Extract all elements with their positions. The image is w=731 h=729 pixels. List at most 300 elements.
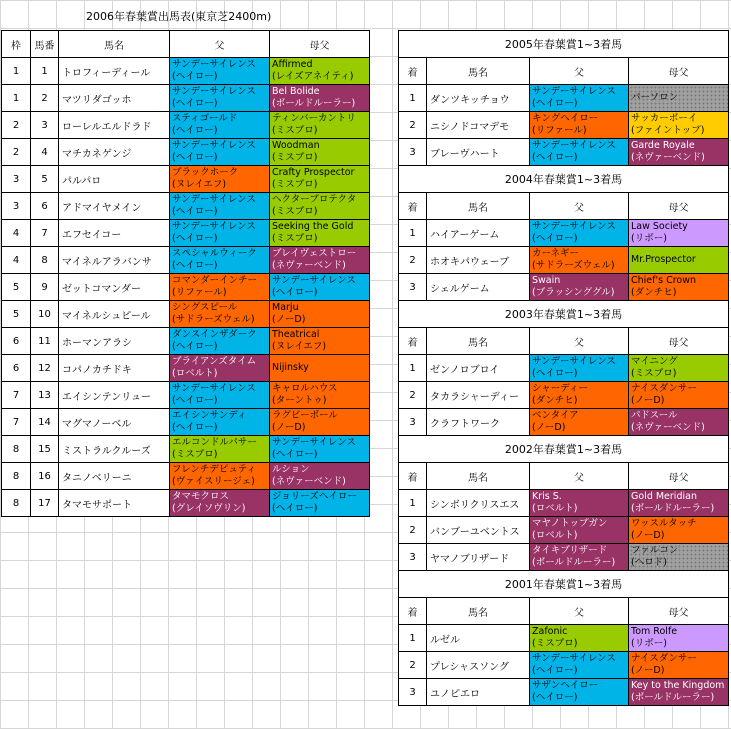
sire-cell-line2: (ヘイロー) bbox=[172, 206, 218, 217]
broodmare-sire-cell-line1: Crafty Prospector bbox=[272, 167, 355, 178]
result-header-cell: 母父 bbox=[629, 328, 729, 355]
broodmare-sire-cell-line1: ワッスルタッチ bbox=[631, 518, 697, 529]
sire-cell-line2: (ボールドルーラー) bbox=[532, 557, 616, 568]
sire-cell-line1: シングスピール bbox=[172, 302, 238, 313]
horse-name: パルパロ bbox=[59, 166, 170, 193]
result-row bbox=[399, 274, 729, 301]
horse-name: ブレーヴハート bbox=[427, 139, 530, 166]
horse-number: 12 bbox=[31, 355, 59, 382]
result-row bbox=[399, 544, 729, 571]
broodmare-sire-cell-line1: サンデーサイレンス bbox=[272, 275, 356, 286]
broodmare-sire-cell-line1: Nijinsky bbox=[272, 362, 309, 373]
broodmare-sire-cell bbox=[270, 247, 370, 274]
sire-cell-line2: (ヘイロー) bbox=[532, 368, 578, 379]
sire-cell-line1: サンデーサイレンス bbox=[172, 194, 256, 205]
sire-cell-line1: シャーディー bbox=[532, 383, 589, 394]
broodmare-sire-cell bbox=[629, 247, 729, 274]
sire-cell-line1: Swain bbox=[532, 275, 561, 286]
waku-number: 1 bbox=[2, 85, 31, 112]
horse-number: 5 bbox=[31, 166, 59, 193]
horse-number: 7 bbox=[31, 220, 59, 247]
sire-cell bbox=[170, 112, 270, 139]
waku-number: 4 bbox=[2, 247, 31, 274]
sire-cell-line1: サンデーサイレンス bbox=[532, 86, 616, 97]
broodmare-sire-cell-line2: (ミスプロ) bbox=[272, 233, 318, 244]
broodmare-sire-cell-line1: Seeking the Gold bbox=[272, 221, 354, 232]
broodmare-sire-cell bbox=[270, 328, 370, 355]
waku-number: 2 bbox=[2, 112, 31, 139]
horse-name: ゼンノロブロイ bbox=[427, 355, 530, 382]
sire-cell-line1: エルコンドルパサー bbox=[172, 437, 257, 448]
horse-name: アドマイヤメイン bbox=[59, 193, 170, 220]
broodmare-sire-cell bbox=[270, 274, 370, 301]
sire-cell-line1: サンデーサイレンス bbox=[532, 221, 616, 232]
sire-cell bbox=[530, 112, 629, 139]
result-row bbox=[399, 355, 729, 382]
broodmare-sire-cell-line1: サッカーボーイ bbox=[631, 113, 698, 124]
broodmare-sire-cell-line1: Garde Royale bbox=[631, 140, 695, 151]
broodmare-sire-cell bbox=[270, 355, 370, 382]
waku-number: 6 bbox=[2, 355, 31, 382]
entry-row bbox=[2, 220, 370, 247]
result-header-cell: 着 bbox=[399, 58, 427, 85]
sire-cell bbox=[170, 139, 270, 166]
horse-number: 3 bbox=[31, 112, 59, 139]
result-header-row bbox=[399, 463, 729, 490]
broodmare-sire-cell bbox=[629, 652, 729, 679]
result-section-title-row bbox=[399, 31, 729, 58]
sire-cell bbox=[170, 490, 270, 517]
horse-name: ホーマンアラシ bbox=[59, 328, 170, 355]
sire-cell bbox=[530, 625, 629, 652]
sire-cell bbox=[170, 193, 270, 220]
entry-row bbox=[2, 409, 370, 436]
horse-number: 14 bbox=[31, 409, 59, 436]
sire-cell-line2: (リファール) bbox=[172, 287, 227, 298]
broodmare-sire-cell-line2: (ヘイロー) bbox=[272, 449, 318, 460]
waku-number: 7 bbox=[2, 382, 31, 409]
sire-cell bbox=[530, 517, 629, 544]
broodmare-sire-cell-line1: Marju bbox=[272, 302, 299, 313]
sire-cell-line1: キングヘイロー bbox=[532, 113, 599, 124]
result-header-cell: 父 bbox=[530, 328, 629, 355]
horse-name: コパノカチドキ bbox=[59, 355, 170, 382]
broodmare-sire-cell-line2: (ミスプロ) bbox=[272, 179, 318, 190]
sire-cell bbox=[170, 58, 270, 85]
horse-name: タマモサポート bbox=[59, 490, 170, 517]
result-header-cell: 着 bbox=[399, 463, 427, 490]
result-header-cell: 馬名 bbox=[427, 598, 530, 625]
horse-number: 17 bbox=[31, 490, 59, 517]
sire-cell bbox=[170, 85, 270, 112]
horse-name: プレシャスソング bbox=[427, 652, 530, 679]
broodmare-sire-cell-line2: (ネヴァーベンド) bbox=[272, 260, 346, 271]
waku-number: 8 bbox=[2, 490, 31, 517]
broodmare-sire-cell bbox=[270, 112, 370, 139]
finish-rank: 3 bbox=[399, 679, 427, 706]
broodmare-sire-cell-line2: (ヘロド) bbox=[631, 557, 667, 568]
sire-cell-line2: (ヘイロー) bbox=[532, 665, 578, 676]
result-header-cell: 母父 bbox=[629, 463, 729, 490]
finish-rank: 3 bbox=[399, 274, 427, 301]
broodmare-sire-cell-line1: ジョリーズヘイロー bbox=[272, 491, 357, 502]
sire-cell bbox=[170, 328, 270, 355]
broodmare-sire-cell-line2: (ミスプロ) bbox=[272, 152, 318, 163]
sire-cell-line2: (ヘイロー) bbox=[172, 395, 218, 406]
sire-cell-line1: エイシンサンディ bbox=[172, 410, 247, 421]
result-header-cell: 着 bbox=[399, 598, 427, 625]
broodmare-sire-cell bbox=[270, 409, 370, 436]
sire-cell-line1: ベンタイア bbox=[532, 410, 579, 421]
broodmare-sire-cell-line2: (ヘイロー) bbox=[272, 503, 318, 514]
sire-cell-line2: (ヘイロー) bbox=[172, 422, 218, 433]
finish-rank: 1 bbox=[399, 625, 427, 652]
waku-number: 1 bbox=[2, 58, 31, 85]
broodmare-sire-cell-line1: ナイスダンサー bbox=[631, 653, 697, 664]
sire-cell-line2: (ヌレイエフ) bbox=[172, 179, 227, 190]
sire-cell-line1: タマモクロス bbox=[172, 491, 230, 502]
broodmare-sire-cell-line1: パドスール bbox=[631, 410, 678, 421]
broodmare-sire-cell bbox=[629, 625, 729, 652]
waku-number: 5 bbox=[2, 274, 31, 301]
broodmare-sire-cell-line2: (ミスプロ) bbox=[631, 368, 677, 379]
broodmare-sire-cell-line1: Bel Bolide bbox=[272, 86, 320, 97]
result-header-cell: 母父 bbox=[629, 58, 729, 85]
result-section-title: 2003年春葉賞1~3着馬 bbox=[399, 301, 729, 328]
horse-number: 10 bbox=[31, 301, 59, 328]
result-header-cell: 父 bbox=[530, 58, 629, 85]
horse-name: タニノベリーニ bbox=[59, 463, 170, 490]
broodmare-sire-cell bbox=[270, 85, 370, 112]
broodmare-sire-cell-line1: Theatrical bbox=[272, 329, 320, 340]
result-row bbox=[399, 112, 729, 139]
horse-name: マグマノーベル bbox=[59, 409, 170, 436]
waku-number: 4 bbox=[2, 220, 31, 247]
sire-cell-line1: サンデーサイレンス bbox=[532, 140, 616, 151]
result-row bbox=[399, 490, 729, 517]
waku-number: 8 bbox=[2, 436, 31, 463]
horse-name: マツリダゴッホ bbox=[59, 85, 170, 112]
sire-cell bbox=[530, 355, 629, 382]
broodmare-sire-cell-line2: (ヌレイエフ) bbox=[272, 341, 327, 352]
horse-number: 9 bbox=[31, 274, 59, 301]
sire-cell-line1: ブラックホーク bbox=[172, 167, 239, 178]
entry-row bbox=[2, 436, 370, 463]
result-row bbox=[399, 517, 729, 544]
finish-rank: 2 bbox=[399, 247, 427, 274]
finish-rank: 1 bbox=[399, 220, 427, 247]
sire-cell-line2: (グレイソヴリン) bbox=[172, 503, 246, 514]
broodmare-sire-cell bbox=[629, 274, 729, 301]
broodmare-sire-cell-line2: (ターントゥ) bbox=[272, 395, 327, 406]
entry-header-row bbox=[2, 31, 370, 58]
broodmare-sire-cell-line1: Affirmed bbox=[272, 59, 313, 70]
broodmare-sire-cell-line2: (ネヴァーベンド) bbox=[631, 422, 705, 433]
horse-name: ユノピエロ bbox=[427, 679, 530, 706]
result-header-row bbox=[399, 58, 729, 85]
entry-row bbox=[2, 382, 370, 409]
result-row bbox=[399, 652, 729, 679]
sire-cell-line2: (ミスプロ) bbox=[532, 638, 578, 649]
result-header-cell: 着 bbox=[399, 328, 427, 355]
entry-row bbox=[2, 112, 370, 139]
horse-name: エフセイコー bbox=[59, 220, 170, 247]
sire-cell-line1: タイキブリザード bbox=[532, 545, 608, 556]
result-section-title: 2004年春葉賞1~3着馬 bbox=[399, 166, 729, 193]
broodmare-sire-cell bbox=[270, 490, 370, 517]
sire-cell bbox=[530, 247, 629, 274]
sire-cell-line1: Kris S. bbox=[532, 491, 562, 502]
result-header-cell: 着 bbox=[399, 193, 427, 220]
broodmare-sire-cell bbox=[270, 463, 370, 490]
finish-rank: 3 bbox=[399, 139, 427, 166]
finish-rank: 1 bbox=[399, 85, 427, 112]
result-header-cell: 父 bbox=[530, 463, 629, 490]
sire-cell bbox=[530, 274, 629, 301]
entry-row bbox=[2, 166, 370, 193]
broodmare-sire-cell bbox=[629, 139, 729, 166]
sire-cell-line2: (リファール) bbox=[532, 125, 587, 136]
horse-number: 2 bbox=[31, 85, 59, 112]
broodmare-sire-cell bbox=[270, 220, 370, 247]
result-row bbox=[399, 220, 729, 247]
broodmare-sire-cell bbox=[270, 436, 370, 463]
sire-cell-line1: Zafonic bbox=[532, 626, 568, 637]
broodmare-sire-cell-line2: (リボー) bbox=[631, 233, 667, 244]
broodmare-sire-cell-line1: ティンバーカントリ bbox=[272, 113, 356, 124]
sire-cell-line2: (ダンチヒ) bbox=[532, 395, 578, 406]
sire-cell-line1: ブライアンズタイム bbox=[172, 356, 257, 367]
sire-cell bbox=[170, 382, 270, 409]
broodmare-sire-cell bbox=[270, 193, 370, 220]
sire-cell-line2: (ヘイロー) bbox=[172, 341, 218, 352]
sire-cell-line1: サンデーサイレンス bbox=[172, 140, 256, 151]
result-row bbox=[399, 409, 729, 436]
broodmare-sire-cell bbox=[629, 517, 729, 544]
sire-cell-line2: (ロベルト) bbox=[532, 503, 578, 514]
sire-cell-line1: フレンチデピュティ bbox=[172, 464, 257, 475]
horse-name: クラフトワーク bbox=[427, 409, 530, 436]
sire-cell-line1: サンデーサイレンス bbox=[172, 383, 256, 394]
broodmare-sire-cell bbox=[629, 220, 729, 247]
sire-cell-line2: (ロベルト) bbox=[172, 368, 218, 379]
broodmare-sire-cell-line2: (ダンチヒ) bbox=[631, 287, 677, 298]
sire-cell-line1: ダンスインザダーク bbox=[172, 329, 257, 340]
result-row bbox=[399, 679, 729, 706]
sire-cell-line2: (ヘイロー) bbox=[532, 152, 578, 163]
broodmare-sire-cell-line2: (レイズアネイティ) bbox=[272, 71, 354, 82]
sire-cell-line2: (ヘイロー) bbox=[532, 692, 578, 703]
broodmare-sire-cell-line2: (ミスプロ) bbox=[272, 206, 318, 217]
sire-cell-line2: (サドラーズウェル) bbox=[532, 260, 615, 271]
sire-cell-line2: (ヘイロー) bbox=[172, 233, 218, 244]
broodmare-sire-cell-line2: (ネヴァーベンド) bbox=[631, 152, 705, 163]
sire-cell-line2: (ブラッシンググル) bbox=[532, 287, 615, 298]
entry-row bbox=[2, 355, 370, 382]
broodmare-sire-cell-line1: ルション bbox=[272, 464, 310, 475]
horse-name: ホオキパウェーブ bbox=[427, 247, 530, 274]
sire-cell bbox=[530, 490, 629, 517]
broodmare-sire-cell bbox=[629, 679, 729, 706]
sire-cell-line2: (ヘイロー) bbox=[532, 233, 578, 244]
waku-number: 3 bbox=[2, 166, 31, 193]
result-row bbox=[399, 247, 729, 274]
broodmare-sire-cell bbox=[629, 544, 729, 571]
sire-cell-line2: (ロベルト) bbox=[532, 530, 578, 541]
sire-cell-line1: マヤノトップガン bbox=[532, 518, 608, 529]
horse-number: 15 bbox=[31, 436, 59, 463]
waku-number: 6 bbox=[2, 328, 31, 355]
horse-name: ミストラルクルーズ bbox=[59, 436, 170, 463]
sire-cell-line2: (ヘイロー) bbox=[172, 260, 218, 271]
sire-cell-line1: カーネギー bbox=[532, 248, 580, 259]
entry-row bbox=[2, 247, 370, 274]
sire-cell-line2: (ヘイロー) bbox=[172, 71, 218, 82]
result-header-cell: 馬名 bbox=[427, 193, 530, 220]
broodmare-sire-cell bbox=[629, 355, 729, 382]
horse-name: マイネルアラバンサ bbox=[59, 247, 170, 274]
horse-number: 1 bbox=[31, 58, 59, 85]
entry-header-cell: 馬番 bbox=[31, 31, 59, 58]
sire-cell-line2: (ミスプロ) bbox=[172, 449, 218, 460]
result-section-title-row bbox=[399, 436, 729, 463]
broodmare-sire-cell-line1: パーソロン bbox=[631, 92, 679, 103]
sire-cell bbox=[170, 463, 270, 490]
sire-cell bbox=[530, 85, 629, 112]
sire-cell bbox=[170, 247, 270, 274]
sire-cell bbox=[170, 274, 270, 301]
horse-name: ニシノドコマデモ bbox=[427, 112, 530, 139]
sire-cell-line2: (ノーD) bbox=[532, 422, 566, 433]
entry-header-cell: 父 bbox=[170, 31, 270, 58]
sire-cell bbox=[530, 679, 629, 706]
finish-rank: 1 bbox=[399, 490, 427, 517]
broodmare-sire-cell-line2: (ノーD) bbox=[631, 395, 665, 406]
broodmare-sire-cell-line2: (ボールドルーラー) bbox=[631, 503, 715, 514]
sire-cell bbox=[530, 220, 629, 247]
sire-cell-line1: サンデーサイレンス bbox=[532, 356, 616, 367]
entry-row bbox=[2, 139, 370, 166]
finish-rank: 2 bbox=[399, 517, 427, 544]
finish-rank: 3 bbox=[399, 409, 427, 436]
sire-cell bbox=[530, 139, 629, 166]
waku-number: 5 bbox=[2, 301, 31, 328]
result-header-cell: 馬名 bbox=[427, 463, 530, 490]
broodmare-sire-cell-line2: (ミスプロ) bbox=[272, 125, 318, 136]
broodmare-sire-cell-line2: (ノーD) bbox=[272, 422, 306, 433]
result-header-cell: 母父 bbox=[629, 193, 729, 220]
broodmare-sire-cell bbox=[629, 490, 729, 517]
broodmare-sire-cell bbox=[629, 112, 729, 139]
entry-row bbox=[2, 193, 370, 220]
finish-rank: 1 bbox=[399, 355, 427, 382]
horse-name: ダンツキッチョウ bbox=[427, 85, 530, 112]
waku-number: 3 bbox=[2, 193, 31, 220]
result-section-title-row bbox=[399, 571, 729, 598]
broodmare-sire-cell-line2: (ファイントップ) bbox=[631, 125, 705, 136]
broodmare-sire-cell-line1: Woodman bbox=[272, 140, 320, 151]
broodmare-sire-cell bbox=[270, 301, 370, 328]
result-section-title: 2005年春葉賞1~3着馬 bbox=[399, 31, 729, 58]
entry-row bbox=[2, 301, 370, 328]
sire-cell bbox=[170, 355, 270, 382]
broodmare-sire-cell bbox=[629, 85, 729, 112]
horse-number: 4 bbox=[31, 139, 59, 166]
horse-name: バンブーユベントス bbox=[427, 517, 530, 544]
entry-row bbox=[2, 58, 370, 85]
sire-cell-line1: サンデーサイレンス bbox=[532, 653, 616, 664]
horse-name: タカラシャーディー bbox=[427, 382, 530, 409]
horse-name: ローレルエルドラド bbox=[59, 112, 170, 139]
entry-row bbox=[2, 85, 370, 112]
broodmare-sire-cell-line1: キャロルハウス bbox=[272, 383, 338, 394]
entry-table bbox=[1, 30, 370, 517]
broodmare-sire-cell bbox=[270, 139, 370, 166]
result-header-row bbox=[399, 598, 729, 625]
sire-cell bbox=[530, 382, 629, 409]
result-row bbox=[399, 382, 729, 409]
broodmare-sire-cell-line2: (リボー) bbox=[631, 638, 667, 649]
horse-number: 13 bbox=[31, 382, 59, 409]
sire-cell bbox=[530, 409, 629, 436]
past-results-table bbox=[398, 30, 729, 706]
broodmare-sire-cell-line1: サンデーサイレンス bbox=[272, 437, 356, 448]
sire-cell bbox=[170, 436, 270, 463]
sire-cell-line1: コマンダーインチー bbox=[172, 275, 258, 286]
broodmare-sire-cell-line2: (ノーD) bbox=[631, 530, 665, 541]
broodmare-sire-cell bbox=[629, 382, 729, 409]
horse-number: 6 bbox=[31, 193, 59, 220]
broodmare-sire-cell-line1: Gold Meridian bbox=[631, 491, 697, 502]
result-section-title: 2001年春葉賞1~3着馬 bbox=[399, 571, 729, 598]
finish-rank: 2 bbox=[399, 382, 427, 409]
horse-name: トロフィーディール bbox=[59, 58, 170, 85]
broodmare-sire-cell-line1: ヘクタープロテクタ bbox=[272, 194, 357, 205]
result-row bbox=[399, 139, 729, 166]
waku-number: 7 bbox=[2, 409, 31, 436]
finish-rank: 2 bbox=[399, 112, 427, 139]
sire-cell-line2: (ヘイロー) bbox=[532, 98, 578, 109]
broodmare-sire-cell-line1: Tom Rolfe bbox=[631, 626, 678, 637]
finish-rank: 2 bbox=[399, 652, 427, 679]
horse-number: 11 bbox=[31, 328, 59, 355]
sire-cell-line2: (ヴァイスリージェ) bbox=[172, 476, 255, 487]
sire-cell-line2: (サドラーズウェル) bbox=[172, 314, 255, 325]
result-row bbox=[399, 85, 729, 112]
entry-row bbox=[2, 463, 370, 490]
waku-number: 8 bbox=[2, 463, 31, 490]
sire-cell-line2: (ヘイロー) bbox=[172, 125, 218, 136]
entry-row bbox=[2, 328, 370, 355]
broodmare-sire-cell-line1: マイニング bbox=[631, 356, 678, 367]
broodmare-sire-cell-line1: Mr.Prospector bbox=[631, 254, 696, 265]
result-header-row bbox=[399, 193, 729, 220]
sire-cell-line2: (ヘイロー) bbox=[172, 152, 218, 163]
broodmare-sire-cell-line1: ブレイヴェストロー bbox=[272, 248, 357, 259]
result-section-title-row bbox=[399, 166, 729, 193]
sire-cell bbox=[530, 652, 629, 679]
result-header-cell: 母父 bbox=[629, 598, 729, 625]
waku-number: 2 bbox=[2, 139, 31, 166]
result-header-row bbox=[399, 328, 729, 355]
left-table-title: 2006年春葉賞出馬表(東京芝2400m) bbox=[86, 10, 272, 23]
sire-cell-line2: (ヘイロー) bbox=[172, 98, 218, 109]
result-header-cell: 馬名 bbox=[427, 58, 530, 85]
finish-rank: 3 bbox=[399, 544, 427, 571]
horse-name: ヤマノブリザード bbox=[427, 544, 530, 571]
horse-name: エイシンテンリュー bbox=[59, 382, 170, 409]
sire-cell-line1: サンデーサイレンス bbox=[172, 59, 256, 70]
